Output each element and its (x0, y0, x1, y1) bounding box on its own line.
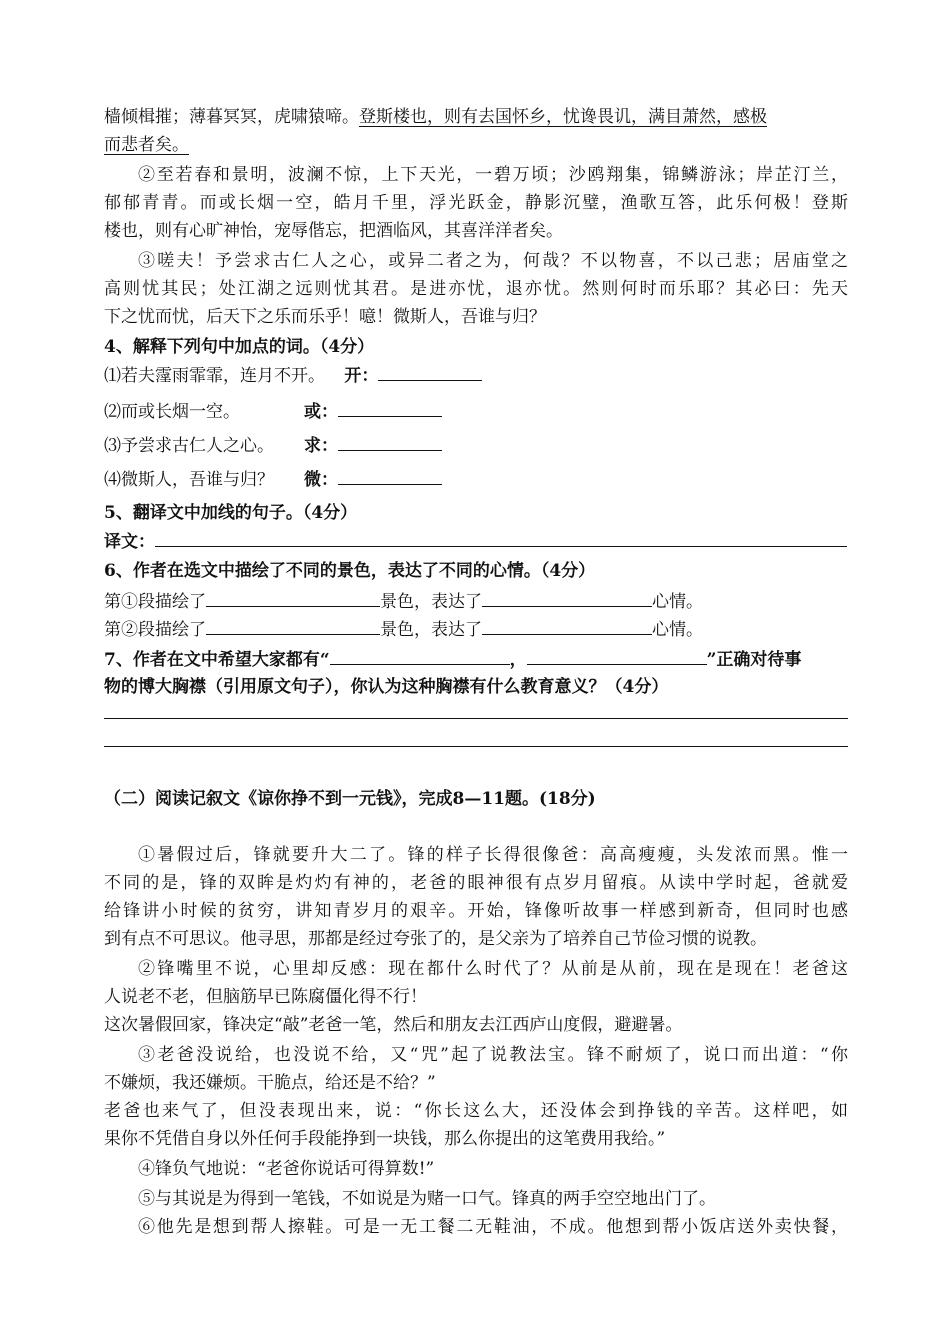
q6-scene-blank-1[interactable] (206, 588, 380, 607)
section2-heading: （二）阅读记叙文《谅你挣不到一元钱》，完成8—11题。(18分) (104, 789, 596, 809)
q4-answer-label: 或： (304, 402, 338, 422)
q4-item-text: 古仁人之心。 (172, 436, 274, 456)
q7-quote-blank-2[interactable] (527, 646, 707, 665)
q5-answer-row (104, 528, 848, 555)
q6-mood-blank-1[interactable] (482, 588, 652, 607)
q4-item-text: ⑶予尝 (104, 436, 155, 456)
q6-row-1 (104, 588, 848, 615)
q6-scene-blank-2[interactable] (206, 616, 380, 635)
story-s2-l3: 这次暑假回家，锋决定“敲”老爸一笔，然后和朋友去江西庐山度假，避避暑。 (104, 1015, 683, 1035)
story-s1-l4: 到有点不可思议。他寻思，那都是经过夸张了的，是父亲为了培养自己节俭习惯的说教。 (104, 929, 767, 949)
q4-title: 4、解释下列句中加点的词。（4分） (104, 337, 375, 357)
story-s1-l3: 给锋讲小时候的贫穷，讲知青岁月的艰辛。开始，锋像听故事一样感到新奇，但同时也感 (104, 901, 848, 921)
q6-row-2 (104, 616, 848, 643)
q6-text: 景色，表达了 (380, 592, 482, 612)
q7-text: ”正确对待事 (706, 650, 802, 670)
story-s2-l2: 人说老不老，但脑筋早已陈腐僵化得不行！ (104, 987, 427, 1007)
q6-mood-blank-2[interactable] (482, 616, 652, 635)
story-s3-l1: ③老爸没说给，也没说不给，又“咒”起了说教法宝。锋不耐烦了，说口而出道：“你 (138, 1045, 848, 1065)
passage-p2-line1: ②至若春和景明，波澜不惊，上下天光，一碧万顷；沙鸥翔集，锦鳞游泳；岸芷汀兰， (138, 165, 848, 185)
passage-text: 樯倾楫摧；薄暮冥冥，虎啸猿啼。 (104, 107, 359, 127)
passage-p3-line2: 高则忧其民；处江湖之远则忧其君。是进亦忧，退亦忧。然则何时而乐耶？其必曰：先天 (104, 279, 848, 299)
passage-p2-line2: 郁郁青青。而或长烟一空，皓月千里，浮光跃金，静影沉璧，渔歌互答，此乐何极！登斯 (104, 193, 848, 213)
story-s3-l2: 不嫌烦，我还嫌烦。干脆点，给还是不给？” (104, 1073, 436, 1093)
q4-item-1 (104, 362, 848, 389)
q4-answer-label: 求： (304, 436, 338, 456)
q4-item-text: ⑷ (104, 470, 121, 490)
q4-item-text: ⑴若夫霪雨霏霏，连月不 (104, 366, 291, 386)
q7-text: ， (509, 650, 527, 670)
q6-text: 景色，表达了 (380, 620, 482, 640)
q4-item-4 (104, 466, 848, 493)
answer-blank[interactable] (338, 432, 442, 451)
q4-answer-label: 微： (304, 470, 338, 490)
story-s2-l1: ②锋嘴里不说，心里却反感：现在都什么时代了？从前是从前，现在是现在！老爸这 (138, 959, 848, 979)
q5-answer-label: 译文： (104, 532, 155, 552)
dotted-word: 求 (155, 433, 172, 459)
story-s1-l2: 不同的是，锋的双眸是灼灼有神的，老爸的眼神很有点岁月留痕。从读中学时起，爸就爱 (104, 873, 848, 893)
q4-item-text: 。 (308, 366, 325, 386)
underlined-sentence-end: 而悲者矣。 (104, 135, 189, 155)
q5-title: 5、翻译文中加线的句子。（4分） (104, 503, 358, 523)
q6-title: 6、作者在选文中描绘了不同的景色，表达了不同的心情。（4分） (104, 561, 596, 581)
underlined-sentence: 登斯楼也，则有去国怀乡，忧谗畏讥，满目萧然，感极 (359, 107, 767, 127)
answer-blank[interactable] (378, 362, 482, 381)
q7-quote-blank-1[interactable] (330, 646, 510, 665)
q6-text: 心情。 (652, 592, 703, 612)
passage-p3-line3: 下之忧而忧，后天下之乐而乐乎！噫！微斯人，吾谁与归？ (104, 307, 546, 327)
story-s3-l3: 老爸也来气了，但没表现出来，说：“你长这么大，还没体会到挣钱的辛苦。这样吧，如 (104, 1101, 848, 1121)
q7-text: 7、作者在文中希望大家都有“ (104, 650, 330, 670)
answer-blank[interactable] (338, 398, 442, 417)
story-s5: ⑤与其说是为得到一笔钱，不如说是为赌一口气。锋真的两手空空地出门了。 (138, 1189, 716, 1209)
q4-item-text: 斯人，吾谁与归？ (138, 470, 274, 490)
q4-item-text: 长烟一空。 (155, 402, 240, 422)
q7-line-2: 物的博大胸襟（引用原文句子），你认为这种胸襟有什么教育意义？（4分） (104, 677, 669, 697)
q7-answer-line-2[interactable] (104, 746, 848, 747)
dotted-word: 开 (291, 363, 308, 389)
q4-item-2 (104, 398, 848, 425)
q4-item-3 (104, 432, 848, 459)
q6-text: 心情。 (652, 620, 703, 640)
q4-item-text: ⑵而 (104, 402, 138, 422)
story-s3-l4: 果你不凭借自身以外任何手段能挣到一块钱，那么你提出的这笔费用我给。” (104, 1129, 666, 1149)
story-s6: ⑥他先是想到帮人擦鞋。可是一无工餐二无鞋油，不成。他想到帮小饭店送外卖快餐， (138, 1217, 848, 1237)
story-s4: ④锋负气地说：“老爸你说话可得算数!” (138, 1159, 435, 1179)
dotted-word: 微 (121, 467, 138, 493)
q7-answer-line-1[interactable] (104, 718, 848, 719)
passage-p2-line3: 楼也，则有心旷神怡，宠辱偕忘，把酒临风，其喜洋洋者矣。 (104, 221, 563, 241)
q5-answer-blank[interactable] (155, 528, 847, 547)
q4-answer-label: 开： (344, 366, 379, 386)
q6-text: 第②段描绘了 (104, 620, 206, 640)
q7-line-1 (104, 646, 848, 673)
passage-p1-line1 (104, 104, 848, 130)
dotted-word: 或 (138, 399, 155, 425)
q6-text: 第①段描绘了 (104, 592, 206, 612)
passage-p1-line2 (104, 132, 848, 158)
story-s1-l1: ①暑假过后，锋就要升大二了。锋的样子长得很像爸：高高瘦瘦，头发浓而黑。惟一 (138, 845, 848, 865)
answer-blank[interactable] (338, 466, 442, 485)
passage-p3-line1: ③嗟夫！予尝求古仁人之心，或异二者之为，何哉？不以物喜，不以己悲；居庙堂之 (138, 251, 848, 271)
